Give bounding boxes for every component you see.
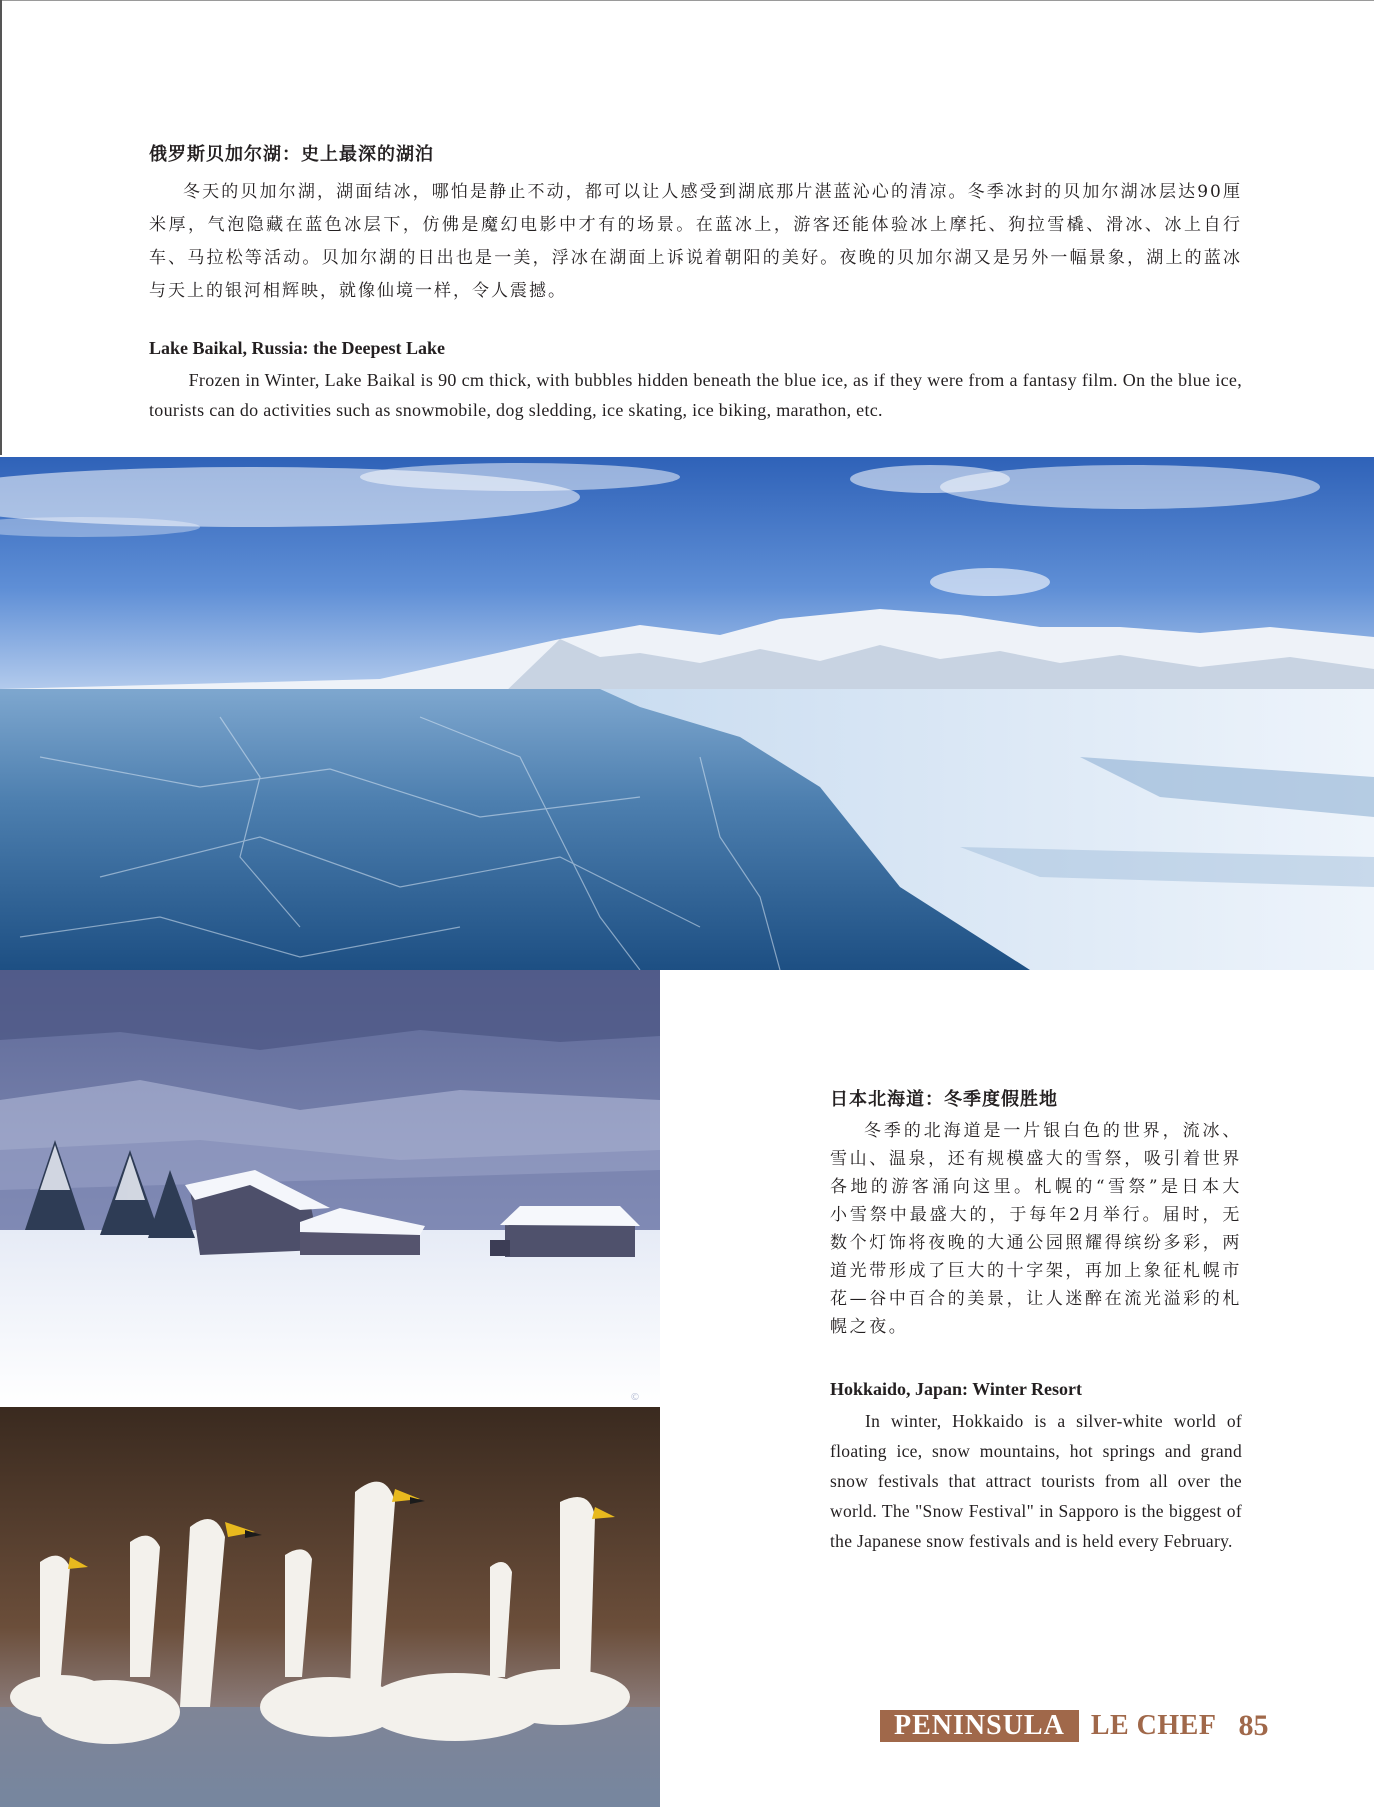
footer-magazine: LE CHEF: [1090, 1710, 1217, 1741]
page-number: 85: [1238, 1709, 1269, 1742]
swans-photo: [0, 1407, 660, 1807]
hokkaido-en-body: In winter, Hokkaido is a silver-white world of floating ice, snow mountains, hot springs and grand snow festivals that attract tourists from all over the world. The "Snow Festival" in Sapporo is the biggest of the Japanese snow festivals and is held every February.: [830, 1411, 1242, 1551]
lake-baikal-photo: [0, 457, 1374, 970]
baikal-en-title: Lake Baikal, Russia: the Deepest Lake: [149, 338, 446, 358]
baikal-section: [149, 140, 1242, 425]
baikal-zh-body: 冬天的贝加尔湖，湖面结冰，哪怕是静止不动，都可以让人感受到湖底那片湛蓝沁心的清凉。冬季冰封的贝加尔湖冰层达90厘米厚，气泡隐藏在蓝色冰层下，仿佛是魔幻电影中才有的场景。在蓝冰上，游客还能体验冰上摩托、狗拉雪橇、滑冰、冰上自行车、马拉松等活动。贝加尔湖的日出也是一美，浮冰在湖面上诉说着朝阳的美好。夜晚的贝加尔湖又是另外一幅景象，湖上的蓝冰与天上的银河相辉映，就像仙境一样，令人震撼。: [149, 182, 1242, 301]
baikal-zh-title: 俄罗斯贝加尔湖：史上最深的湖泊: [149, 144, 434, 165]
footer-brand: PENINSULA: [880, 1710, 1079, 1742]
hokkaido-zh-body: 冬季的北海道是一片银白色的世界，流冰、雪山、温泉，还有规模盛大的雪祭，吸引着世界各地的游客涌向这里。札幌的“雪祭”是日本大小雪祭中最盛大的，于每年2月举行。届时，无数个灯饰将夜晚的大通公园照耀得缤纷多彩，两道光带形成了巨大的十字架，再加上象征札幌市花—谷中百合的美景，让人迷醉在流光溢彩的札幌之夜。: [830, 1121, 1242, 1337]
hokkaido-en-title: Hokkaido, Japan: Winter Resort: [830, 1379, 1083, 1399]
hokkaido-zh-title: 日本北海道：冬季度假胜地: [830, 1089, 1058, 1110]
hokkaido-section: [830, 1085, 1242, 1556]
page-border-left: [0, 0, 2, 455]
hokkaido-village-photo: [0, 970, 660, 1407]
page-border-top: [0, 0, 1374, 1]
photo-watermark: ©: [630, 1392, 640, 1403]
baikal-en-body: Frozen in Winter, Lake Baikal is 90 cm thick, with bubbles hidden beneath the blue ice, as if they were from a fantasy film. On the blue ice, tourists can do activities such as snowmobile, dog sledding, ice skating, ice biking, marathon, etc.: [149, 370, 1242, 420]
page-footer: [880, 1710, 1268, 1742]
